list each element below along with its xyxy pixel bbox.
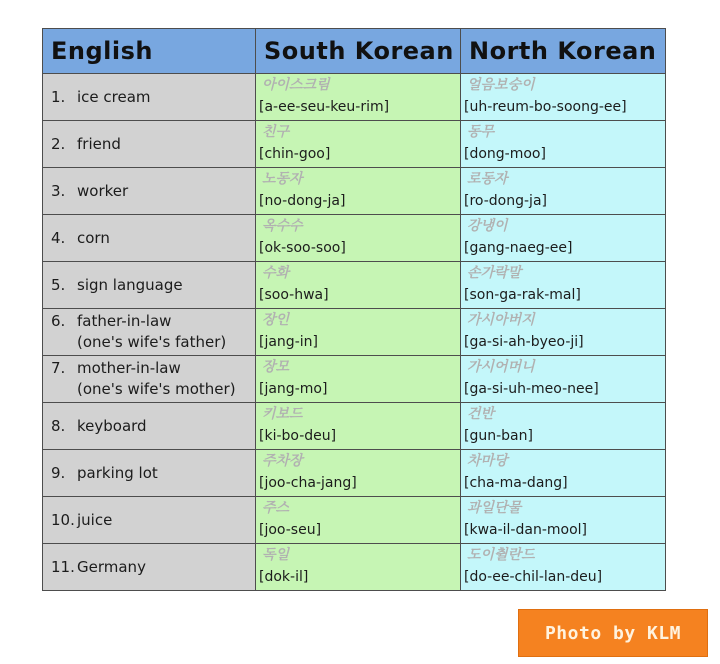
- south-korean-romanization: [joo-seu]: [259, 522, 322, 538]
- south-korean-romanization: [jang-mo]: [259, 381, 328, 397]
- south-korean-cell: [256, 450, 461, 497]
- south-korean-cell: [256, 262, 461, 309]
- south-korean-romanization: [joo-cha-jang]: [259, 475, 357, 491]
- north-korean-cell: [461, 544, 666, 591]
- north-korean-romanization: [gun-ban]: [464, 428, 533, 444]
- english-entry: [43, 275, 255, 296]
- south-korean-cell: [256, 497, 461, 544]
- english-cell: [43, 309, 256, 356]
- north-korean-romanization: [ga-si-ah-byeo-ji]: [464, 334, 584, 350]
- north-korean-hangul: 차마당: [467, 453, 508, 469]
- english-word: father-in-law (one's wife's father): [77, 312, 227, 351]
- north-korean-hangul: 도이췰란드: [467, 547, 535, 563]
- south-korean-hangul: 장모: [262, 359, 290, 375]
- english-entry: [43, 228, 255, 249]
- south-korean-hangul: 장인: [262, 312, 290, 328]
- north-korean-hangul: 얼음보숭이: [467, 77, 535, 93]
- row-number: 2.: [51, 134, 66, 153]
- english-entry: [43, 463, 255, 484]
- north-korean-hangul: 손가락말: [467, 265, 522, 281]
- english-word: ice cream: [77, 87, 151, 106]
- table-row: [43, 450, 666, 497]
- english-word: sign language: [77, 275, 183, 294]
- south-korean-cell: [256, 309, 461, 356]
- south-korean-hangul: 노동자: [262, 171, 303, 187]
- english-word: juice: [77, 510, 113, 529]
- north-korean-hangul: 가시아버지: [467, 312, 535, 328]
- south-korean-romanization: [dok-il]: [259, 569, 309, 585]
- table-row: [43, 309, 666, 356]
- table-body: [43, 74, 666, 591]
- english-entry: [43, 358, 255, 400]
- north-korean-hangul: 건반: [467, 406, 495, 422]
- north-korean-cell: [461, 403, 666, 450]
- south-korean-cell: [256, 544, 461, 591]
- south-korean-hangul: 아이스크림: [262, 77, 330, 93]
- south-korean-romanization: [ok-soo-soo]: [259, 240, 346, 256]
- north-korean-cell: [461, 168, 666, 215]
- table-row: [43, 497, 666, 544]
- table-header-row: [43, 29, 666, 74]
- north-korean-romanization: [kwa-il-dan-mool]: [464, 522, 587, 538]
- table-row: [43, 121, 666, 168]
- english-cell: [43, 497, 256, 544]
- south-korean-cell: [256, 121, 461, 168]
- north-korean-romanization: [dong-moo]: [464, 146, 546, 162]
- row-number: 6.: [51, 312, 66, 330]
- english-word: parking lot: [77, 463, 158, 482]
- south-korean-romanization: [ki-bo-deu]: [259, 428, 337, 444]
- north-korean-cell: [461, 356, 666, 403]
- english-entry: [43, 134, 255, 155]
- south-korean-romanization: [a-ee-seu-keu-rim]: [259, 99, 390, 115]
- english-entry: [43, 557, 255, 578]
- north-korean-hangul: 가시어머니: [467, 359, 535, 375]
- english-word: corn: [77, 228, 110, 247]
- south-korean-hangul: 독일: [262, 547, 290, 563]
- row-number: 11.: [51, 557, 75, 576]
- english-cell: [43, 215, 256, 262]
- north-korean-hangul: 동무: [467, 124, 495, 140]
- english-entry: [43, 311, 255, 353]
- english-word: worker: [77, 181, 129, 200]
- north-korean-romanization: [son-ga-rak-mal]: [464, 287, 581, 303]
- south-korean-hangul: 주차장: [262, 453, 303, 469]
- english-word: friend: [77, 134, 121, 153]
- header-english: English: [43, 29, 256, 74]
- english-entry: [43, 510, 255, 531]
- south-korean-romanization: [no-dong-ja]: [259, 193, 346, 209]
- south-korean-cell: [256, 403, 461, 450]
- english-cell: [43, 262, 256, 309]
- table-row: [43, 215, 666, 262]
- english-cell: [43, 74, 256, 121]
- table-row: [43, 168, 666, 215]
- english-entry: [43, 87, 255, 108]
- english-entry: [43, 416, 255, 437]
- north-korean-cell: [461, 309, 666, 356]
- header-south-korean: South Korean: [256, 29, 461, 74]
- north-korean-romanization: [ga-si-uh-meo-nee]: [464, 381, 599, 397]
- north-korean-romanization: [gang-naeg-ee]: [464, 240, 573, 256]
- vocab-table: [42, 28, 666, 591]
- north-korean-romanization: [uh-reum-bo-soong-ee]: [464, 99, 627, 115]
- south-korean-romanization: [jang-in]: [259, 334, 318, 350]
- english-entry: [43, 181, 255, 202]
- row-number: 1.: [51, 87, 66, 106]
- row-number: 4.: [51, 228, 66, 247]
- north-korean-romanization: [ro-dong-ja]: [464, 193, 547, 209]
- north-korean-hangul: 과일단물: [467, 500, 522, 516]
- row-number: 8.: [51, 416, 66, 435]
- north-korean-romanization: [cha-ma-dang]: [464, 475, 568, 491]
- north-korean-cell: [461, 74, 666, 121]
- north-korean-cell: [461, 497, 666, 544]
- row-number: 5.: [51, 275, 66, 294]
- south-korean-romanization: [soo-hwa]: [259, 287, 329, 303]
- english-cell: [43, 403, 256, 450]
- english-word: keyboard: [77, 416, 147, 435]
- english-cell: [43, 356, 256, 403]
- north-korean-hangul: 로동자: [467, 171, 508, 187]
- south-korean-hangul: 옥수수: [262, 218, 303, 234]
- table-row: [43, 74, 666, 121]
- header-north-korean: North Korean: [461, 29, 666, 74]
- table-row: [43, 356, 666, 403]
- row-number: 10.: [51, 510, 75, 529]
- south-korean-cell: [256, 74, 461, 121]
- english-word: mother-in-law (one's wife's mother): [77, 359, 236, 398]
- south-korean-hangul: 키보드: [262, 406, 303, 422]
- south-korean-hangul: 주스: [262, 500, 290, 516]
- english-cell: [43, 544, 256, 591]
- table-row: [43, 262, 666, 309]
- north-korean-romanization: [do-ee-chil-lan-deu]: [464, 569, 603, 585]
- south-korean-cell: [256, 168, 461, 215]
- north-korean-cell: [461, 450, 666, 497]
- south-korean-hangul: 친구: [262, 124, 290, 140]
- english-word: Germany: [77, 557, 146, 576]
- south-korean-cell: [256, 356, 461, 403]
- row-number: 3.: [51, 181, 66, 200]
- english-cell: [43, 450, 256, 497]
- south-korean-romanization: [chin-goo]: [259, 146, 331, 162]
- row-number: 9.: [51, 463, 66, 482]
- photo-credit-badge: Photo by KLM: [519, 610, 707, 656]
- table-row: [43, 544, 666, 591]
- table-row: [43, 403, 666, 450]
- north-korean-cell: [461, 121, 666, 168]
- north-korean-hangul: 강냉이: [467, 218, 508, 234]
- north-korean-cell: [461, 215, 666, 262]
- south-korean-hangul: 수화: [262, 265, 290, 281]
- south-korean-cell: [256, 215, 461, 262]
- row-number: 7.: [51, 359, 66, 377]
- north-korean-cell: [461, 262, 666, 309]
- english-cell: [43, 121, 256, 168]
- english-cell: [43, 168, 256, 215]
